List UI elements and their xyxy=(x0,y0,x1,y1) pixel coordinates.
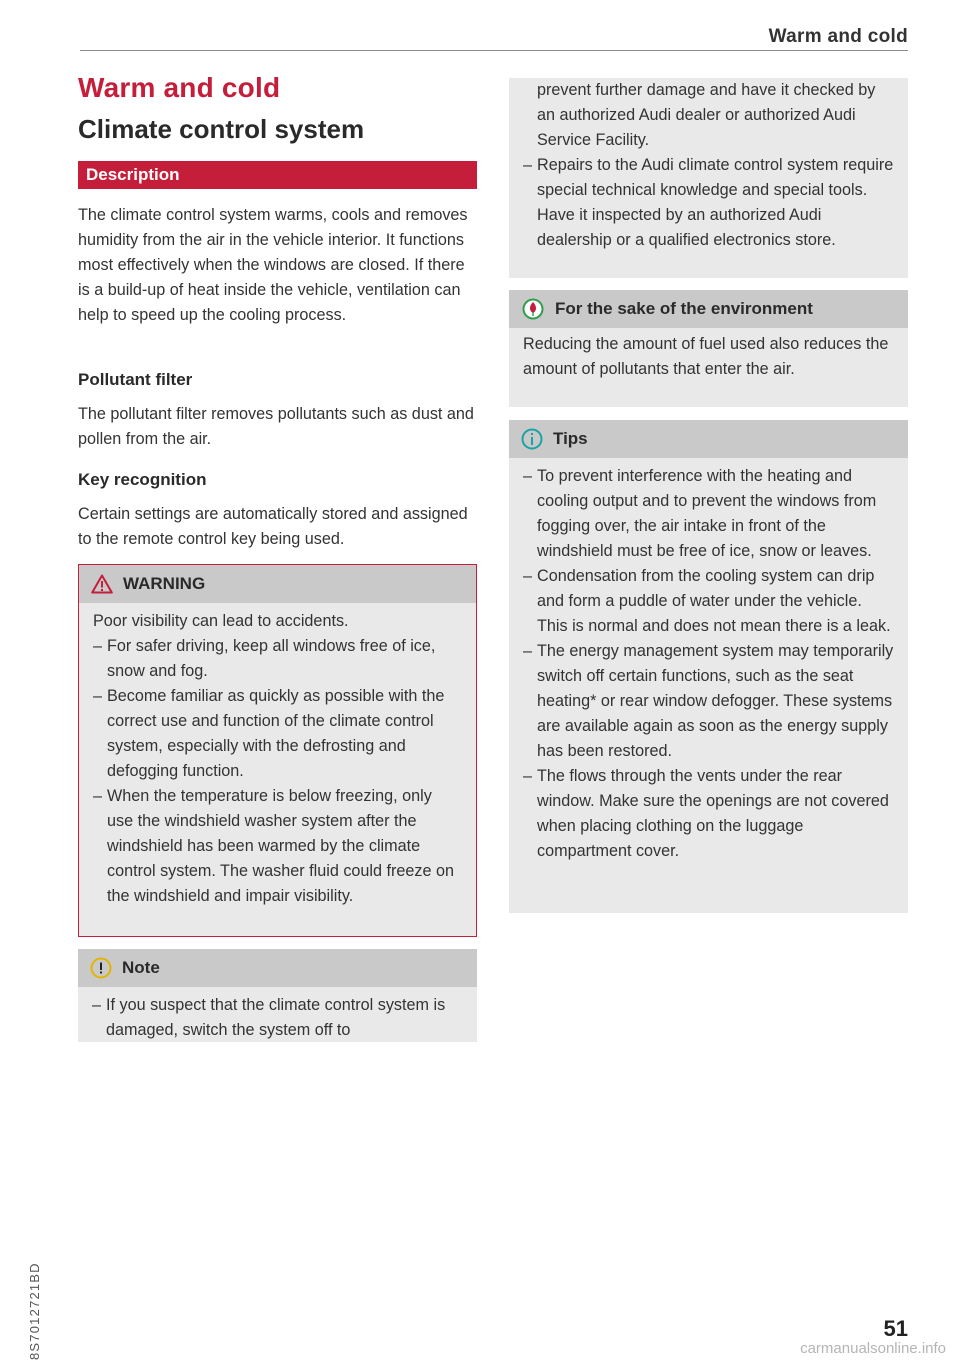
environment-box xyxy=(509,290,908,407)
list-item: – Condensation from the cooling system can drip and form a puddle of water under the vehicle. This is normal and does not mean there is a leak. xyxy=(523,564,894,639)
warning-body xyxy=(79,603,476,909)
pollutant-filter-text: The pollutant filter removes pollutants such as dust and pollen from the air. xyxy=(78,405,474,448)
pollutant-filter-heading: Pollutant filter xyxy=(78,370,193,389)
environment-header xyxy=(509,290,908,328)
note-continued-body xyxy=(509,78,908,253)
environment-title: For the sake of the environment xyxy=(555,299,813,318)
document-code-text: 8S7012721BD xyxy=(27,1262,42,1360)
list-item: – The flows through the vents under the rear window. Make sure the openings are not covered when placing clothing on the luggage compartment cover. xyxy=(523,764,894,864)
list-item: – For safer driving, keep all windows free of ice, snow and fog. xyxy=(93,634,462,684)
intro-paragraph: The climate control system warms, cools and removes humidity from the air in the vehicle interior. It functions most effectively when the windows are closed. If there is a build-up of heat inside the vehicle, ventilation can help to speed up the cooling process. xyxy=(78,206,468,324)
list-item: – The energy management system may temporarily switch off certain functions, such as the seat heating* or rear window defogger. These systems are available again as soon as the energy supply has been restored. xyxy=(523,639,894,764)
running-head-title: Warm and cold xyxy=(768,26,908,47)
tips-body xyxy=(509,458,908,864)
list-item: – Become familiar as quickly as possible with the correct use and function of the climate control system, especially with the defrosting and defogging function. xyxy=(93,684,462,784)
document-code xyxy=(26,1230,46,1360)
chapter-title: Warm and cold xyxy=(78,72,281,103)
list-item: – If you suspect that the climate control system is damaged, switch the system off to xyxy=(92,993,463,1043)
tips-box xyxy=(509,420,908,913)
running-head xyxy=(80,26,908,51)
environment-text: Reducing the amount of fuel used also reduces the amount of pollutants that enter the air. xyxy=(523,335,889,378)
warning-list xyxy=(93,634,462,909)
list-item: – To prevent interference with the heating and cooling output and to prevent the windows from fogging over, the air intake in front of the windshield must be free of ice, snow or leaves. xyxy=(523,464,894,564)
note-continued-box xyxy=(509,78,908,278)
note-title: Note xyxy=(122,958,160,977)
page-number: 51 xyxy=(883,1316,908,1341)
key-recognition-text: Certain settings are automatically stored and assigned to the remote control key being used. xyxy=(78,505,468,548)
warning-title: WARNING xyxy=(123,574,206,593)
tips-title: Tips xyxy=(553,429,588,448)
description-bar: Description xyxy=(78,161,477,189)
note-continued-list xyxy=(523,153,894,253)
note-box xyxy=(78,949,477,1042)
environment-body xyxy=(509,328,908,382)
warning-triangle-icon xyxy=(91,574,113,594)
section-title: Climate control system xyxy=(78,114,365,144)
note-body xyxy=(78,987,477,1043)
note-list xyxy=(92,993,463,1043)
list-item: – When the temperature is below freezing, only use the windshield washer system after the windshield has been warmed by the climate control system. The washer fluid could freeze on the windshield and impair visibility. xyxy=(93,784,462,909)
key-recognition-heading: Key recognition xyxy=(78,470,207,489)
list-item: – Repairs to the Audi climate control system require special technical knowledge and special tools. Have it inspected by an authorized Audi dealership or a qualified electronics store. xyxy=(523,153,894,253)
note-exclamation-icon xyxy=(90,957,112,979)
tips-list xyxy=(523,464,894,864)
footer-watermark-url: carmanualsonline.info xyxy=(800,1340,946,1357)
tips-header xyxy=(509,420,908,458)
info-icon xyxy=(521,428,543,450)
note-continued-text: prevent further damage and have it checked by an authorized Audi dealer or authorized Audi Service Facility. xyxy=(537,81,876,149)
warning-box xyxy=(78,564,477,937)
environment-leaf-icon xyxy=(521,297,545,321)
warning-header xyxy=(79,565,476,603)
warning-intro: Poor visibility can lead to accidents. xyxy=(93,612,349,630)
note-header xyxy=(78,949,477,987)
